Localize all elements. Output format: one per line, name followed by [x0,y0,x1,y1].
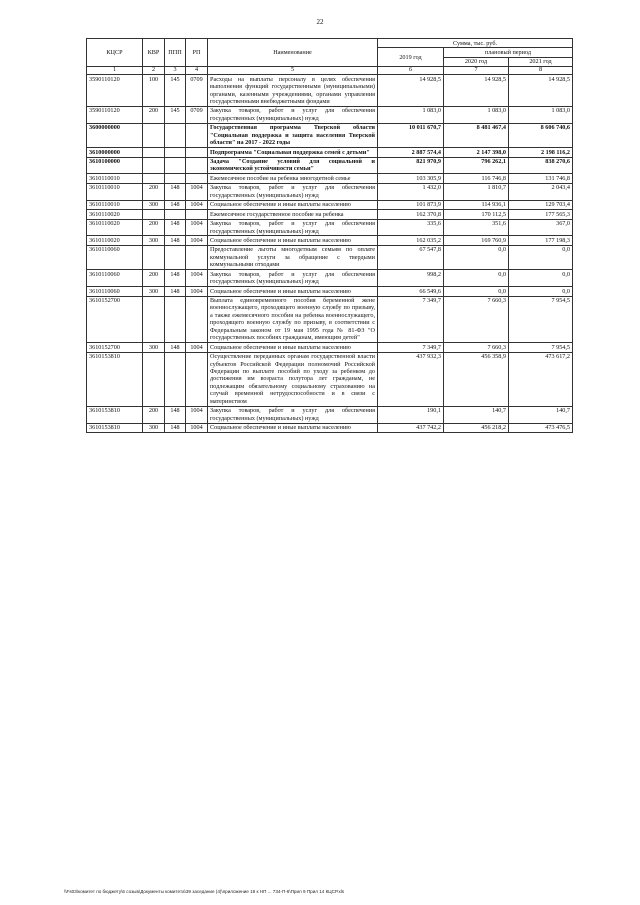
amount-2020-cell: 456 218,2 [444,423,509,432]
ppp-cell [165,296,186,343]
amount-2019-cell: 7 349,7 [378,343,444,352]
ppp-cell: 145 [165,106,186,123]
kcsr-cell: 3610110060 [87,287,143,296]
kcsr-cell: 3610153810 [87,423,143,432]
table-row [87,270,573,287]
kvr-cell [143,245,165,269]
amount-2020-cell: 7 660,3 [444,296,509,343]
header-ppp: ППП [165,39,186,67]
amount-2020-cell: 8 481 467,4 [444,123,509,147]
amount-2019-cell: 1 083,0 [378,106,444,123]
amount-2019-cell: 101 873,9 [378,200,444,209]
ppp-cell [165,123,186,147]
table-row [87,75,573,107]
header-name: Наименование [208,39,378,67]
name-cell: Закупка товаров, работ и услуг для обеспечения государственных (муниципальных) нужд [208,219,378,236]
amount-2019-cell: 437 932,3 [378,352,444,406]
kvr-cell: 200 [143,406,165,423]
amount-2021-cell: 7 954,5 [509,296,573,343]
amount-2021-cell: 0,0 [509,245,573,269]
amount-2020-cell: 140,7 [444,406,509,423]
ppp-cell [165,148,186,157]
header-row [87,39,573,48]
table-row [87,106,573,123]
table-row [87,343,573,352]
kcsr-cell: 3610152700 [87,343,143,352]
amount-2019-cell: 190,1 [378,406,444,423]
amount-2021-cell: 177 565,3 [509,210,573,219]
amount-2021-cell: 1 083,0 [509,106,573,123]
rp-cell [186,296,208,343]
kcsr-cell: 3610110010 [87,174,143,183]
amount-2021-cell: 177 198,3 [509,236,573,245]
header-kcsr: КЦСР [87,39,143,67]
amount-2020-cell: 1 083,0 [444,106,509,123]
amount-2021-cell: 129 703,4 [509,200,573,209]
ppp-cell: 148 [165,406,186,423]
rp-cell [186,148,208,157]
rp-cell: 1004 [186,236,208,245]
kcsr-cell: 3610110010 [87,183,143,200]
column-number: 7 [444,67,509,75]
kvr-cell [143,157,165,174]
rp-cell: 1004 [186,406,208,423]
kvr-cell: 300 [143,343,165,352]
kvr-cell [143,210,165,219]
amount-2020-cell: 169 760,9 [444,236,509,245]
amount-2020-cell: 0,0 [444,287,509,296]
table-row [87,123,573,147]
kcsr-cell: 3610000000 [87,148,143,157]
kvr-cell: 300 [143,200,165,209]
amount-2019-cell: 998,2 [378,270,444,287]
rp-cell: 1004 [186,183,208,200]
rp-cell: 0709 [186,106,208,123]
ppp-cell: 148 [165,343,186,352]
kvr-cell: 300 [143,236,165,245]
name-cell: Государственная программа Тверской области "Социальная поддержка и защита населения Тверской области" на 2017 - 2022 годы [208,123,378,147]
amount-2021-cell: 2 043,4 [509,183,573,200]
amount-2020-cell: 1 810,7 [444,183,509,200]
amount-2021-cell: 140,7 [509,406,573,423]
header-kvr: КВР [143,39,165,67]
name-cell: Закупка товаров, работ и услуг для обеспечения государственных (муниципальных) нужд [208,106,378,123]
kcsr-cell: 3610110020 [87,219,143,236]
kcsr-cell: 3590110120 [87,75,143,107]
table-row [87,287,573,296]
amount-2019-cell: 103 305,9 [378,174,444,183]
header-2019: 2019 год [378,48,444,67]
ppp-cell [165,157,186,174]
kcsr-cell: 3610100000 [87,157,143,174]
amount-2021-cell: 0,0 [509,287,573,296]
kvr-cell: 200 [143,270,165,287]
amount-2020-cell: 116 746,8 [444,174,509,183]
rp-cell: 0709 [186,75,208,107]
amount-2019-cell: 821 970,9 [378,157,444,174]
header-2020: 2020 год [444,57,509,66]
kcsr-cell: 3610153810 [87,352,143,406]
kcsr-cell: 3590110120 [87,106,143,123]
ppp-cell: 148 [165,219,186,236]
amount-2019-cell: 2 887 574,4 [378,148,444,157]
header-sum: Сумма, тыс. руб. [378,39,573,48]
name-cell: Ежемесячное государственное пособие на ребенка [208,210,378,219]
kvr-cell [143,174,165,183]
ppp-cell: 148 [165,270,186,287]
rp-cell [186,123,208,147]
name-cell: Социальное обеспечение и иные выплаты населению [208,423,378,432]
column-number: 6 [378,67,444,75]
budget-table [86,38,573,433]
amount-2020-cell: 7 660,3 [444,343,509,352]
rp-cell [186,174,208,183]
table-row [87,174,573,183]
name-cell: Социальное обеспечение и иные выплаты населению [208,200,378,209]
kcsr-cell: 3610110020 [87,236,143,245]
name-cell: Закупка товаров, работ и услуг для обеспечения государственных (муниципальных) нужд [208,183,378,200]
amount-2021-cell: 131 746,8 [509,174,573,183]
kcsr-cell: 3610152700 [87,296,143,343]
amount-2021-cell: 473 617,2 [509,352,573,406]
table-row [87,352,573,406]
kvr-cell [143,296,165,343]
column-number: 4 [186,67,208,75]
kvr-cell [143,352,165,406]
amount-2020-cell: 796 262,1 [444,157,509,174]
amount-2019-cell: 14 928,5 [378,75,444,107]
kcsr-cell: 3610110060 [87,270,143,287]
amount-2019-cell: 162 035,2 [378,236,444,245]
column-number: 5 [208,67,378,75]
header-rp: РП [186,39,208,67]
table-row [87,157,573,174]
amount-2021-cell: 838 270,6 [509,157,573,174]
amount-2019-cell: 437 742,2 [378,423,444,432]
amount-2020-cell: 456 358,9 [444,352,509,406]
amount-2020-cell: 2 147 398,0 [444,148,509,157]
amount-2019-cell: 335,6 [378,219,444,236]
ppp-cell [165,210,186,219]
kvr-cell: 200 [143,219,165,236]
file-path-footer: \\Fs03\комитет по бюджету\6 созыв\Документы комитета\39 заседание (4)\приложение 19 к НП ... 734-П-6\Прил 9 Прил 14 КЦСР.xls [64,889,345,894]
kcsr-cell: 3610153810 [87,406,143,423]
kvr-cell: 200 [143,106,165,123]
amount-2019-cell: 10 011 670,7 [378,123,444,147]
ppp-cell: 148 [165,287,186,296]
rp-cell: 1004 [186,200,208,209]
table-row [87,406,573,423]
name-cell: Закупка товаров, работ и услуг для обеспечения государственных (муниципальных) нужд [208,270,378,287]
table-row [87,219,573,236]
amount-2019-cell: 1 432,0 [378,183,444,200]
rp-cell [186,245,208,269]
rp-cell: 1004 [186,270,208,287]
kvr-cell: 300 [143,287,165,296]
name-cell: Социальное обеспечение и иные выплаты населению [208,343,378,352]
column-number: 1 [87,67,143,75]
table-row [87,236,573,245]
amount-2019-cell: 7 349,7 [378,296,444,343]
rp-cell: 1004 [186,423,208,432]
column-number: 8 [509,67,573,75]
amount-2021-cell: 367,0 [509,219,573,236]
header-2021: 2021 год [509,57,573,66]
rp-cell [186,352,208,406]
ppp-cell: 148 [165,423,186,432]
amount-2019-cell: 67 547,8 [378,245,444,269]
table-row [87,183,573,200]
table-row [87,148,573,157]
amount-2020-cell: 114 936,1 [444,200,509,209]
amount-2021-cell: 7 954,5 [509,343,573,352]
rp-cell: 1004 [186,287,208,296]
name-cell: Предоставление льготы многодетным семьям по оплате коммунальной услуги за обращение с твердыми коммунальными отходами [208,245,378,269]
ppp-cell [165,174,186,183]
ppp-cell: 148 [165,236,186,245]
header-plan-period: плановый период [444,48,573,57]
name-cell: Ежемесячное пособие на ребенка многодетной семье [208,174,378,183]
name-cell: Задача "Создание условий для социальной и экономической устойчивости семьи" [208,157,378,174]
kcsr-cell: 3610110020 [87,210,143,219]
name-cell: Осуществление переданных органам государственной власти субъектов Российской Федерации полномочий Российской Федерации по выплате пособий по уходу за ребенком до достижения им возраста полутора лет гражданам, не подлежащим обязательному социальному страхованию на случай временной нетрудоспособности и в связи с материнством [208,352,378,406]
amount-2021-cell: 2 198 116,2 [509,148,573,157]
table-row [87,200,573,209]
name-cell: Подпрограмма "Социальная поддержка семей с детьми" [208,148,378,157]
amount-2019-cell: 162 370,8 [378,210,444,219]
name-cell: Закупка товаров, работ и услуг для обеспечения государственных (муниципальных) нужд [208,406,378,423]
column-number: 2 [143,67,165,75]
kvr-cell: 200 [143,183,165,200]
rp-cell: 1004 [186,219,208,236]
amount-2021-cell: 8 606 740,6 [509,123,573,147]
ppp-cell: 148 [165,200,186,209]
amount-2019-cell: 66 549,6 [378,287,444,296]
amount-2020-cell: 170 112,5 [444,210,509,219]
table-body [87,75,573,433]
kvr-cell [143,123,165,147]
kcsr-cell: 3600000000 [87,123,143,147]
rp-cell: 1004 [186,343,208,352]
ppp-cell: 148 [165,183,186,200]
kcsr-cell: 3610110060 [87,245,143,269]
table-row [87,423,573,432]
amount-2020-cell: 351,6 [444,219,509,236]
kcsr-cell: 3610110010 [87,200,143,209]
amount-2020-cell: 0,0 [444,270,509,287]
column-number-row [87,67,573,75]
name-cell: Выплата единовременного пособия беременной жене военнослужащего, проходящего военную службу по призыву, а также ежемесячного пособия на ребенка военнослужащего, проходящего военную службу по призыву, в соответствии с Федеральным законом от 19 мая 1995 года № 81-ФЗ "О государственных пособиях гражданам, имеющим детей" [208,296,378,343]
name-cell: Расходы на выплаты персоналу в целях обеспечения выполнения функций государственными (муниципальными) органами, казенными учреждениями, органами управления государственными внебюджетными фондами [208,75,378,107]
ppp-cell [165,352,186,406]
table-row [87,296,573,343]
rp-cell [186,210,208,219]
name-cell: Социальное обеспечение и иные выплаты населению [208,236,378,245]
amount-2020-cell: 14 928,5 [444,75,509,107]
page-number: 22 [316,18,324,26]
column-number: 3 [165,67,186,75]
amount-2021-cell: 473 476,5 [509,423,573,432]
kvr-cell: 300 [143,423,165,432]
table-row [87,210,573,219]
ppp-cell [165,245,186,269]
kvr-cell [143,148,165,157]
ppp-cell: 145 [165,75,186,107]
name-cell: Социальное обеспечение и иные выплаты населению [208,287,378,296]
amount-2020-cell: 0,0 [444,245,509,269]
amount-2021-cell: 0,0 [509,270,573,287]
rp-cell [186,157,208,174]
kvr-cell: 100 [143,75,165,107]
table-row [87,245,573,269]
amount-2021-cell: 14 928,5 [509,75,573,107]
